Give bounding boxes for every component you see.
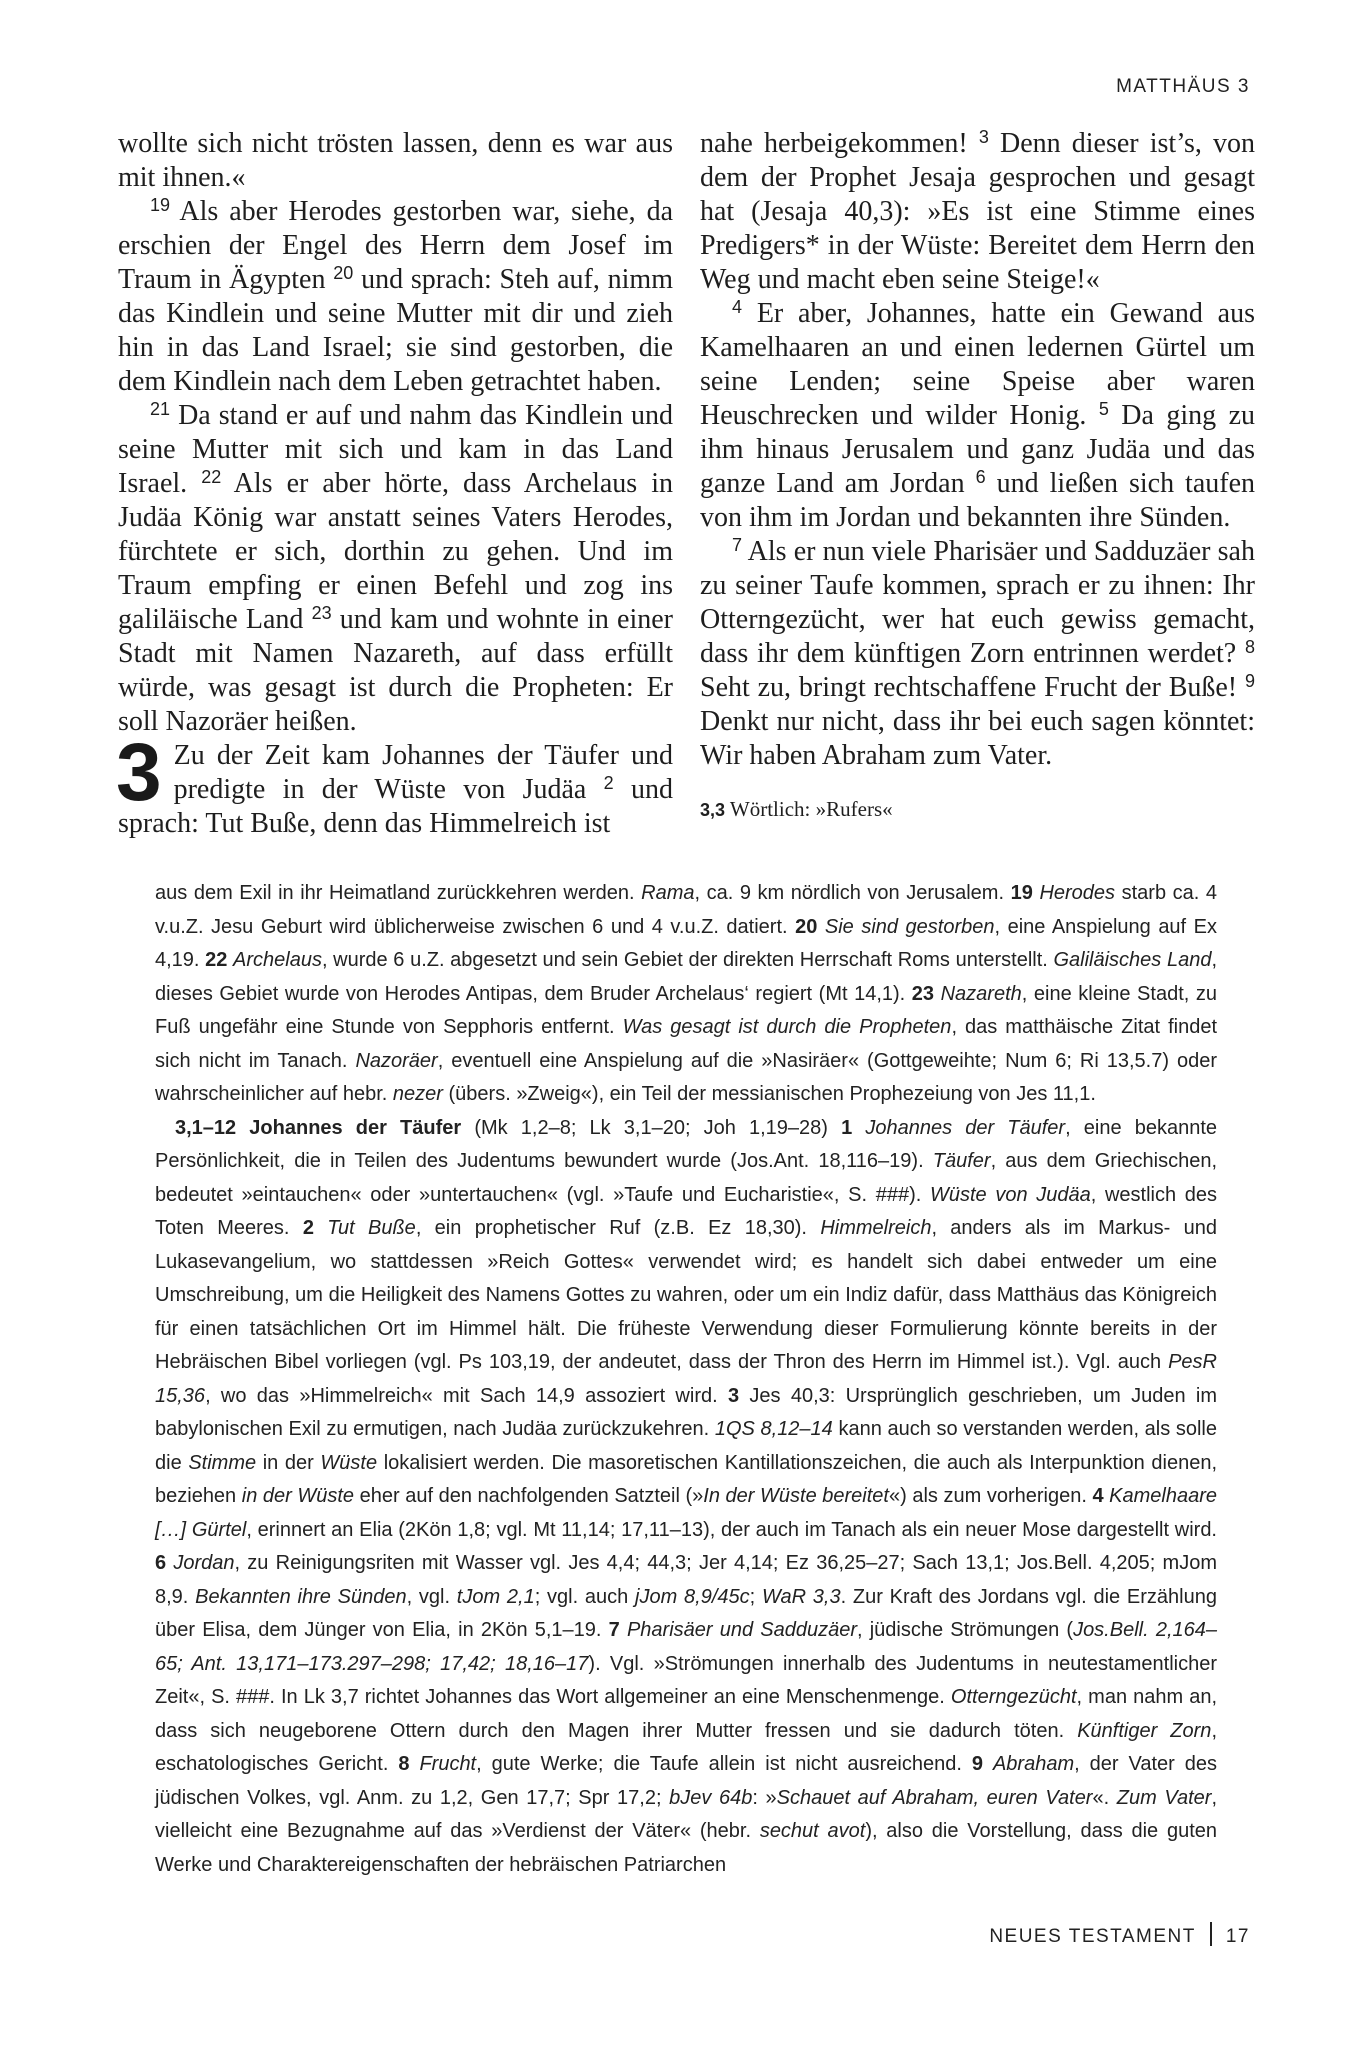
- italic-term: Stimme: [188, 1451, 257, 1474]
- text-run: , eschatologisches Gericht.: [155, 1719, 1217, 1775]
- italic-term: Johannes der Täufer: [865, 1116, 1066, 1139]
- italic-term: Nazareth: [940, 982, 1022, 1005]
- text-run: , gute Werke; die Taufe allein ist nicht ausreichend.: [476, 1753, 972, 1775]
- italic-term: Jos.Bell. 2,164–65; Ant. 13,171–173.297–298; 17,42; 18,16–17: [155, 1619, 1217, 1675]
- text-run: kann auch so verstanden werden, als solle die: [155, 1418, 1217, 1474]
- verse-number: 9: [1244, 671, 1255, 691]
- text-run: , jüdische Strömungen (: [857, 1619, 1074, 1641]
- chapter-start-paragraph: 3 Zu der Zeit kam Johannes der Täufer und predigte in der Wüste von Judäa $^2$ und sprach: Tut Buße, denn das Himmelreich ist: [116, 727, 674, 839]
- text-run: , vielleicht eine Bezugnahme auf das »Verdienst der Väter« (hebr.: [155, 1786, 1218, 1842]
- bold-reference: 2: [302, 1217, 314, 1239]
- text-run: [314, 1217, 327, 1239]
- verse-number: 22: [201, 467, 222, 487]
- italic-term: Nazoräer: [355, 1049, 438, 1072]
- text-run: , man nahm an, dass sich neugeborene Ottern durch den Magen ihrer Mutter fressen und sie dadurch töten.: [155, 1686, 1217, 1742]
- verse-number: 8: [1244, 637, 1255, 657]
- italic-term: in der Wüste: [241, 1485, 355, 1507]
- italic-term: nezer: [392, 1083, 443, 1105]
- text-run: , der Vater des jüdischen Volkes, vgl. Anm. zu 1,2, Gen 17,7; Spr 17,2;: [155, 1753, 1217, 1809]
- text-run: ; vgl. auch: [534, 1585, 636, 1608]
- text-run: , ca. 9 km nördlich von Jerusalem.: [694, 882, 1011, 904]
- bold-reference: 23: [911, 982, 935, 1005]
- bold-reference: 22: [205, 949, 228, 971]
- verse-number: 5: [1098, 399, 1109, 419]
- text-run: , eventuell eine Anspielung auf die »Nasiräer« (Gottgeweihte; Num 6; Ri 13,5.7) oder wahrscheinlicher auf hebr.: [155, 1049, 1217, 1105]
- paragraph: wollte sich nicht trösten lassen, denn es war aus mit ihnen.«: [118, 128, 673, 193]
- italic-term: In der Wüste bereitet: [703, 1485, 889, 1507]
- text-run: [983, 1753, 993, 1775]
- italic-term: Wüste von Judäa: [929, 1183, 1091, 1206]
- text-run: , dieses Gebiet wurde von Herodes Antipas, dem Bruder Archelaus‘ regiert (Mt 14,1).: [155, 949, 1218, 1005]
- text-run: (übers. »Zweig«), ein Teil der messianischen Prophezeiung von Jes 11,1.: [442, 1083, 1096, 1105]
- italic-term: tJom 2,1: [456, 1585, 535, 1608]
- bible-text-left-column: [118, 127, 673, 841]
- bold-reference: 8: [398, 1753, 410, 1775]
- text-run: «.: [1092, 1786, 1117, 1809]
- verse-number: 6: [975, 467, 986, 487]
- paragraph: $^7$ Als er nun viele Pharisäer und Sadduzäer sah zu seiner Taufe kommen, sprach er zu ihnen: Ihr Otterngezücht, wer hat euch gewiss gemacht, dass ihr dem künftigen Zorn entrinnen werdet? $^8$ Seht zu, bringt rechtschaffene Frucht der Buße! $^9$ Denkt nur nicht, dass ihr bei euch sagen könntet: Wir haben Abraham zum Vater.: [700, 535, 1255, 771]
- text-run: , wo das »Himmelreich« mit Sach 14,9 assoziert wird.: [205, 1384, 728, 1407]
- running-head: MATTHÄUS 3: [1116, 76, 1250, 97]
- footnote: [700, 795, 1255, 824]
- italic-term: 1QS 8,12–14: [714, 1418, 833, 1440]
- text-run: [620, 1619, 627, 1641]
- commentary-section: [155, 877, 1217, 1882]
- text-run: ;: [749, 1585, 762, 1608]
- footer-section: NEUES TESTAMENT: [989, 1926, 1196, 1947]
- italic-term: Otterngezücht: [950, 1686, 1077, 1708]
- paragraph: $^4$ Er aber, Johannes, hatte ein Gewand aus Kamelhaaren an und einen ledernen Gürtel um seine Lenden; seine Speise aber waren Heuschrecken und wilder Honig. $^5$ Da ging zu ihm hinaus Jerusalem und ganz Judäa und das ganze Land am Jordan $^6$ und ließen sich taufen von ihm im Jordan und bekannten ihre Sünden.: [700, 297, 1256, 533]
- bold-reference: 6: [155, 1552, 167, 1574]
- text-run: (Mk 1,2–8; Lk 3,1–20; Joh 1,19–28): [461, 1116, 842, 1139]
- text-run: , wurde 6 u.Z. abgesetzt und sein Gebiet der direkten Herrschaft Roms unterstellt.: [321, 949, 1054, 971]
- page-number: 17: [1225, 1926, 1250, 1947]
- footer-divider: [1210, 1922, 1212, 1946]
- text-run: , aus dem Griechischen, bedeutet »eintauchen« oder »untertauchen« (vgl. »Taufe und Eucharistie«, S. ###).: [155, 1150, 1218, 1206]
- italic-term: Sie sind gestorben: [824, 915, 995, 938]
- italic-term: Künftiger Zorn: [1077, 1719, 1212, 1742]
- text-run: , eine kleine Stadt, zu Fuß ungefähr eine Stunde von Sepphoris entfernt.: [155, 982, 1217, 1038]
- italic-term: Rama: [641, 882, 695, 904]
- bold-reference: 3: [727, 1384, 740, 1407]
- text-run: , das matthäische Zitat findet sich nicht im Tanach.: [155, 1016, 1218, 1072]
- text-run: , westlich des Toten Meeres.: [155, 1183, 1218, 1239]
- text-run: . Zur Kraft des Jordans vgl. die Erzählung über Elisa, dem Jünger von Elia, in 2Kön 5,1–19.: [155, 1585, 1217, 1641]
- italic-term: Bekannten ihre Sünden: [195, 1585, 407, 1608]
- italic-term: jJom 8,9/45c: [635, 1585, 750, 1608]
- italic-term: PesR 15,36: [155, 1351, 1217, 1407]
- commentary-paragraph: [155, 877, 1217, 1112]
- bold-reference: 7: [608, 1619, 620, 1641]
- italic-term: Täufer: [932, 1150, 991, 1172]
- bold-reference: 19: [1010, 882, 1033, 904]
- text-run: «) als zum vorherigen.: [888, 1485, 1093, 1507]
- paragraph: $^{21}$ Da stand er auf und nahm das Kindlein und seine Mutter mit sich und kam in das Land Israel. $^{22}$ Als er aber hörte, dass Archelaus in Judäa König war anstatt seines Vaters Herodes, fürchtete er sich, dorthin zu gehen. Und im Traum empfing er einen Befehl und zog ins galiläische Land $^{23}$ und kam und wohnte in einer Stadt mit Namen Nazareth, auf dass erfüllt würde, was gesagt ist durch die Propheten: Er soll Nazoräer heißen.: [118, 399, 674, 737]
- verse-number: 21: [150, 399, 171, 419]
- bold-reference: 1: [841, 1116, 853, 1139]
- italic-term: Abraham: [992, 1753, 1075, 1775]
- italic-term: WaR 3,3: [761, 1585, 841, 1608]
- italic-term: Herodes: [1039, 882, 1116, 904]
- text-run: ), also die Vorstellung, dass die guten Werke und Charaktereigenschaften der hebräischen Patriarchen: [155, 1820, 1217, 1876]
- bible-text-right-column: [700, 127, 1255, 824]
- chapter-number: 3: [116, 727, 162, 818]
- italic-term: Himmelreich: [820, 1217, 932, 1239]
- paragraph: nahe herbeigekommen! $^3$ Denn dieser ist’s, von dem der Prophet Jesaja gesprochen und gesagt hat (Jesaja 40,3): »Es ist eine Stimme eines Predigers* in der Wüste: Bereitet dem Herrn den Weg und macht eben seine Steige!«: [700, 127, 1256, 295]
- verse-number: 20: [333, 263, 354, 283]
- italic-term: Schauet auf Abraham, euren Vater: [776, 1786, 1093, 1809]
- commentary-paragraph: [155, 1112, 1217, 1883]
- italic-term: Jordan: [173, 1552, 235, 1574]
- verse-number: 23: [311, 603, 332, 623]
- text-run: , ein prophetischer Ruf (z.B. Ez 18,30).: [415, 1217, 821, 1239]
- italic-term: bJev 64b: [669, 1786, 753, 1809]
- text-run: [852, 1117, 865, 1139]
- verse-number: 4: [732, 297, 743, 317]
- italic-term: Tut Buße: [327, 1217, 416, 1239]
- text-run: starb ca. 4 v.u.Z. Jesu Geburt wird üblicherweise zwischen 6 und 4 v.u.Z. datiert.: [155, 882, 1218, 938]
- text-run: : »: [752, 1786, 777, 1809]
- text-run: , zu Reinigungsriten mit Wasser vgl. Jes 4,4; 44,3; Jer 4,14; Ez 36,25–27; Sach 13,1; Jos.Bell. 4,205; mJom 8,9.: [155, 1552, 1217, 1608]
- verse-number: 19: [150, 195, 171, 215]
- text-run: , eine bekannte Persönlichkeit, die in Teilen des Judentums bewundert wurde (Jos.Ant. 18,116–19).: [155, 1116, 1218, 1172]
- verse-number: 3: [978, 127, 989, 147]
- verse-number: 7: [732, 535, 743, 555]
- text-run: in der: [256, 1451, 321, 1474]
- text-run: ). Vgl. »Strömungen innerhalb des Judentums in neutestamentlicher Zeit«, S. ###. In Lk 3,7 richtet Johannes das Wort allgemeiner an eine Menschenmenge.: [155, 1652, 1217, 1708]
- italic-term: Wüste: [320, 1451, 378, 1474]
- text-run: aus dem Exil in ihr Heimatland zurückkehren werden.: [155, 882, 642, 904]
- text-run: Jes 40,3: Ursprünglich geschrieben, um Juden im babylonischen Exil zu ermutigen, nach Judäa zurückzukehren.: [155, 1384, 1217, 1440]
- italic-term: Galiläisches Land: [1053, 949, 1212, 971]
- text-run: [817, 916, 825, 938]
- text-run: eher auf den nachfolgenden Satzteil (»: [354, 1485, 704, 1507]
- text-run: , erinnert an Elia (2Kön 1,8; vgl. Mt 11,14; 17,11–13), der auch im Tanach als ein neuer Mose dargestellt wird.: [246, 1518, 1217, 1541]
- text-run: , eine Anspielung auf Ex 4,19.: [155, 915, 1217, 971]
- bold-reference: 4: [1092, 1485, 1104, 1507]
- footnote-ref: 3,3: [700, 800, 726, 820]
- italic-term: Kamelhaare […] Gürtel: [155, 1485, 1218, 1541]
- text-run: [409, 1753, 419, 1775]
- footnote-text: Wörtlich: »Rufers«: [729, 797, 893, 821]
- bold-reference: 3,1–12 Johannes der Täufer: [175, 1116, 462, 1139]
- text-run: lokalisiert werden. Die masoretischen Kantillationszeichen, die auch als Interpunktion dienen, beziehen: [155, 1451, 1218, 1507]
- text-run: , vgl.: [406, 1585, 457, 1608]
- verse-number: 2: [603, 773, 614, 793]
- italic-term: Was gesagt ist durch die Propheten: [622, 1016, 952, 1038]
- italic-term: Pharisäer und Sadduzäer: [626, 1619, 857, 1641]
- italic-term: Zum Vater: [1116, 1786, 1212, 1809]
- bold-reference: 9: [971, 1753, 983, 1775]
- italic-term: Archelaus: [233, 949, 322, 971]
- italic-term: sechut avot: [759, 1820, 866, 1842]
- paragraph: $^{19}$ Als aber Herodes gestorben war, siehe, da erschien der Engel des Herrn dem Josef im Traum in Ägypten $^{20}$ und sprach: Steh auf, nimm das Kindlein und seine Mutter mit dir und zieh hin in das Land Israel; sie sind gestorben, die dem Kindlein nach dem Leben getrachtet haben.: [118, 195, 673, 397]
- text-run: , anders als im Markus- und Lukasevangelium, wo stattdessen »Reich Gottes« verwendet wird; es handelt sich dabei entweder um eine Umschreibung, um die Heiligkeit des Namens Gottes zu wahren, oder um ein Indiz dafür, dass Matthäus das Königreich für einen tatsächlichen Ort im Himmel hält. Die früheste Verwendung dieser Formulierung könnte bereits in der Hebräischen Bibel vorliegen (vgl. Ps 103,19, der andeutet, dass der Thron des Herrn im Himmel ist.). Vgl. auch: [155, 1217, 1217, 1373]
- italic-term: Frucht: [419, 1753, 477, 1775]
- bold-reference: 20: [795, 915, 818, 938]
- page-footer: [989, 1922, 1250, 1948]
